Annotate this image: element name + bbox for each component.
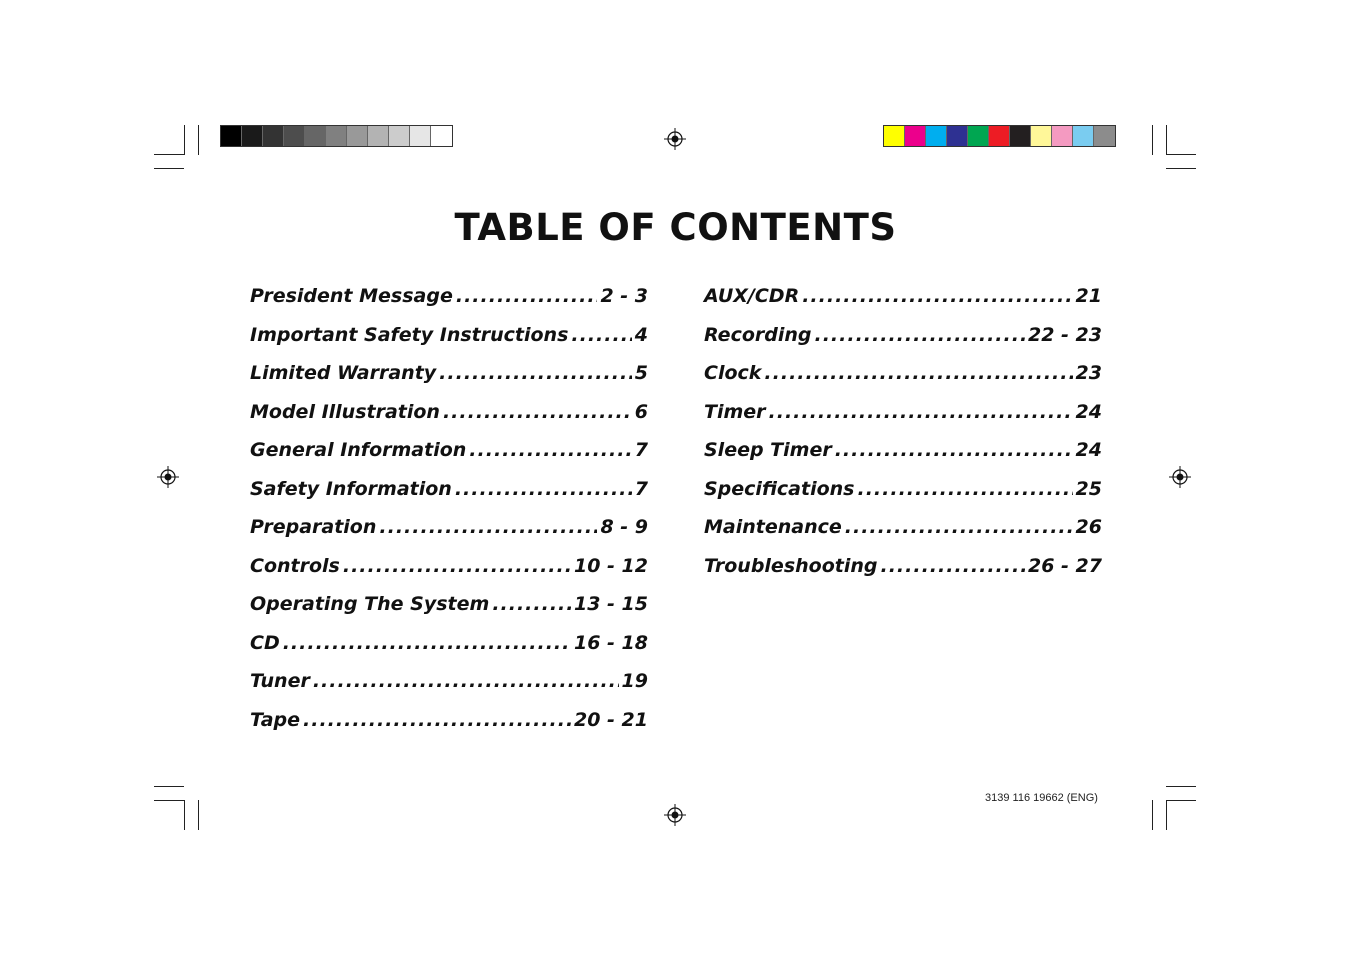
calibration-swatch bbox=[347, 126, 368, 146]
calibration-swatch bbox=[326, 126, 347, 146]
calibration-swatch bbox=[242, 126, 263, 146]
toc-leader-dots bbox=[571, 324, 631, 346]
toc-leader-dots bbox=[303, 709, 571, 731]
crop-mark bbox=[1166, 786, 1196, 787]
toc-entry-page: 16 - 18 bbox=[574, 631, 648, 654]
toc-entry-page: 26 bbox=[1075, 516, 1102, 538]
toc-entry[interactable] bbox=[250, 670, 648, 709]
toc-leader-dots bbox=[802, 285, 1072, 307]
crop-mark bbox=[184, 800, 185, 830]
calibration-swatch bbox=[968, 126, 989, 146]
toc-entry-page: 10 - 12 bbox=[574, 554, 648, 577]
document-code: 3139 116 19662 (ENG) bbox=[985, 792, 1098, 804]
calibration-swatch bbox=[884, 126, 905, 146]
toc-entry-label: President Message bbox=[250, 285, 453, 307]
toc-entry[interactable] bbox=[704, 516, 1102, 555]
toc-entry[interactable] bbox=[704, 555, 1102, 594]
toc-entry[interactable] bbox=[250, 285, 648, 324]
toc-entry[interactable] bbox=[704, 324, 1102, 363]
toc-entry[interactable] bbox=[704, 439, 1102, 478]
crop-mark bbox=[1166, 800, 1196, 801]
toc-entry-label: Timer bbox=[704, 400, 766, 423]
toc-leader-dots bbox=[492, 593, 571, 615]
toc-leader-dots bbox=[456, 285, 598, 307]
calibration-swatch bbox=[305, 126, 326, 146]
toc-leader-dots bbox=[835, 439, 1073, 461]
toc-leader-dots bbox=[379, 516, 597, 538]
toc-entry-label: Recording bbox=[704, 323, 812, 346]
toc-leader-dots bbox=[469, 439, 631, 461]
toc-entry-page: 19 bbox=[621, 670, 648, 692]
crop-mark bbox=[1152, 800, 1153, 830]
toc-leader-dots bbox=[443, 401, 632, 423]
toc-entry-label: Sleep Timer bbox=[704, 439, 832, 461]
calibration-swatch bbox=[284, 126, 305, 146]
toc-entry[interactable] bbox=[250, 478, 648, 517]
toc-entry-page: 13 - 15 bbox=[574, 593, 648, 615]
toc-entry-label: Model Illustration bbox=[250, 400, 440, 423]
toc-entry-label: Tape bbox=[250, 708, 301, 731]
calibration-swatch bbox=[1073, 126, 1094, 146]
toc-entry-label: Controls bbox=[250, 554, 340, 577]
toc-entry-page: 2 - 3 bbox=[600, 285, 648, 307]
toc-entry-page: 23 bbox=[1075, 362, 1102, 384]
toc-leader-dots bbox=[881, 555, 1026, 577]
toc-leader-dots bbox=[769, 401, 1073, 423]
toc-entry[interactable] bbox=[250, 362, 648, 401]
toc-entry[interactable] bbox=[250, 401, 648, 440]
toc-entry[interactable] bbox=[250, 324, 648, 363]
toc-entry[interactable] bbox=[704, 478, 1102, 517]
crop-mark bbox=[1166, 154, 1196, 155]
crop-mark bbox=[154, 154, 184, 155]
calibration-swatch bbox=[926, 126, 947, 146]
crop-mark bbox=[198, 800, 199, 830]
toc-entry[interactable] bbox=[704, 285, 1102, 324]
toc-leader-dots bbox=[857, 478, 1072, 500]
crop-mark bbox=[1166, 168, 1196, 169]
crop-mark bbox=[154, 800, 184, 801]
toc-leader-dots bbox=[439, 362, 632, 384]
grayscale-calibration-bar bbox=[220, 125, 453, 147]
toc-entry[interactable] bbox=[704, 401, 1102, 440]
toc-right-column bbox=[704, 285, 1102, 593]
registration-mark-icon bbox=[1169, 466, 1191, 488]
toc-entry-page: 26 - 27 bbox=[1028, 554, 1102, 577]
toc-leader-dots bbox=[845, 516, 1073, 538]
registration-mark-icon bbox=[664, 128, 686, 150]
toc-entry-label: General Information bbox=[250, 439, 467, 461]
toc-entry-page: 6 bbox=[634, 400, 648, 423]
calibration-swatch bbox=[1031, 126, 1052, 146]
toc-entry-label: Operating The System bbox=[250, 593, 490, 615]
toc-entry[interactable] bbox=[250, 593, 648, 632]
crop-mark bbox=[184, 125, 185, 155]
calibration-swatch bbox=[905, 126, 926, 146]
toc-left-column bbox=[250, 285, 648, 747]
toc-entry-label: Clock bbox=[704, 362, 762, 384]
calibration-swatch bbox=[221, 126, 242, 146]
registration-mark-icon bbox=[664, 804, 686, 826]
toc-entry-page: 24 bbox=[1075, 400, 1102, 423]
toc-entry[interactable] bbox=[250, 439, 648, 478]
page-title: TABLE OF CONTENTS bbox=[454, 206, 897, 249]
toc-entry-label: AUX/CDR bbox=[704, 285, 800, 307]
toc-entry[interactable] bbox=[250, 709, 648, 748]
toc-entry-page: 22 - 23 bbox=[1028, 323, 1102, 346]
crop-mark bbox=[1166, 125, 1167, 155]
calibration-swatch bbox=[989, 126, 1010, 146]
toc-entry[interactable] bbox=[250, 555, 648, 594]
toc-entry-label: Limited Warranty bbox=[250, 362, 437, 384]
toc-entry-page: 5 bbox=[634, 362, 648, 384]
calibration-swatch bbox=[1010, 126, 1031, 146]
calibration-swatch bbox=[1094, 126, 1115, 146]
toc-leader-dots bbox=[455, 478, 632, 500]
toc-entry-page: 7 bbox=[634, 439, 648, 461]
calibration-swatch bbox=[431, 126, 452, 146]
toc-entry[interactable] bbox=[250, 632, 648, 671]
toc-leader-dots bbox=[764, 362, 1072, 384]
toc-entry-page: 8 - 9 bbox=[600, 516, 648, 538]
toc-entry-page: 4 bbox=[634, 323, 648, 346]
toc-leader-dots bbox=[313, 670, 619, 692]
toc-entry-label: Specifications bbox=[704, 477, 855, 500]
crop-mark bbox=[154, 786, 184, 787]
toc-entry-label: CD bbox=[250, 631, 280, 654]
toc-entry-page: 24 bbox=[1075, 439, 1102, 461]
calibration-swatch bbox=[389, 126, 410, 146]
toc-entry-page: 20 - 21 bbox=[574, 708, 648, 731]
toc-entry-page: 7 bbox=[634, 477, 648, 500]
calibration-swatch bbox=[368, 126, 389, 146]
toc-entry[interactable] bbox=[704, 362, 1102, 401]
toc-leader-dots bbox=[343, 555, 571, 577]
toc-entry-page: 21 bbox=[1075, 285, 1102, 307]
crop-mark bbox=[154, 168, 184, 169]
registration-mark-icon bbox=[157, 466, 179, 488]
color-calibration-bar bbox=[883, 125, 1116, 147]
toc-entry-label: Maintenance bbox=[704, 516, 842, 538]
crop-mark bbox=[198, 125, 199, 155]
calibration-swatch bbox=[410, 126, 431, 146]
toc-entry[interactable] bbox=[250, 516, 648, 555]
toc-entry-label: Safety Information bbox=[250, 477, 452, 500]
calibration-swatch bbox=[1052, 126, 1073, 146]
calibration-swatch bbox=[263, 126, 284, 146]
toc-entry-page: 25 bbox=[1075, 477, 1102, 500]
toc-entry-label: Preparation bbox=[250, 516, 377, 538]
crop-mark bbox=[1152, 125, 1153, 155]
toc-leader-dots bbox=[283, 632, 571, 654]
toc-entry-label: Tuner bbox=[250, 670, 310, 692]
toc-entry-label: Troubleshooting bbox=[704, 554, 878, 577]
calibration-swatch bbox=[947, 126, 968, 146]
crop-mark bbox=[1166, 800, 1167, 830]
toc-leader-dots bbox=[815, 324, 1026, 346]
toc-entry-label: Important Safety Instructions bbox=[250, 323, 569, 346]
